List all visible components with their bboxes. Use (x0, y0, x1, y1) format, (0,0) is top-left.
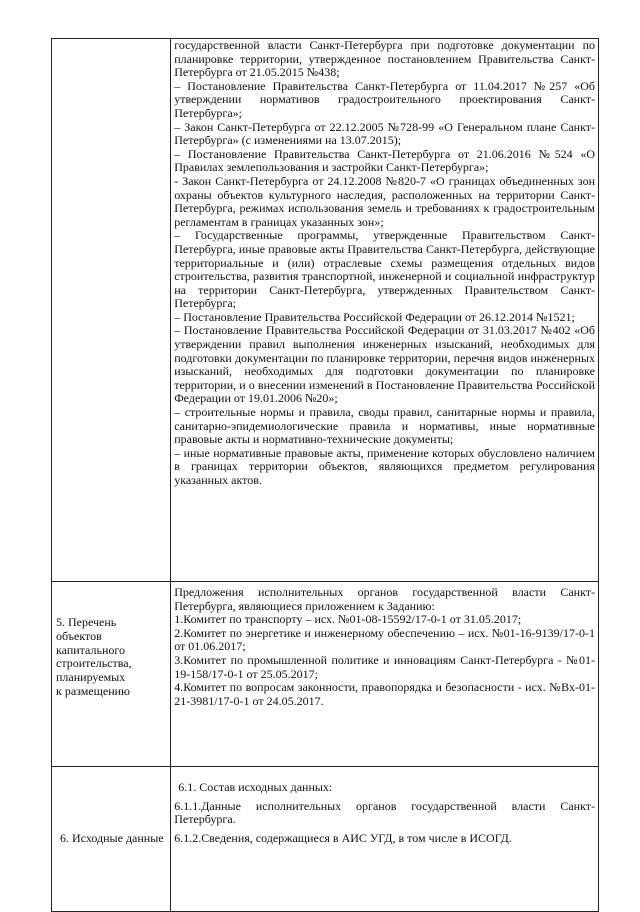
row2-paragraph: 2.Комитет по энергетике и инженерному обеспечению – исх. №01-16-9139/17-0-1 от 01.06.2017; (174, 625, 595, 654)
row2-paragraph: 1.Комитет по транспорту – исх. №01-08-15592/17-0-1 от 31.05.2017; (174, 612, 522, 627)
row2-label-line: к размещению (56, 683, 131, 698)
row2-label-line: планируемых (56, 670, 126, 685)
row3-paragraph: 6.1.2.Сведения, содержащиеся в АИС УГД, в том числе в ИСОГД. (174, 830, 512, 845)
row2-label-cell (52, 582, 171, 767)
row2-paragraph: Предложения исполнительных органов государственной власти Санкт-Петербурга, являющиеся приложением к Заданию: (174, 585, 595, 613)
row1-paragraph: – Постановление Правительства Российской Федерации от 31.03.2017 №402 «Об утверждении правил выполнения инженерных изысканий, необходимых для подготовки документации по планировке территории, перечня видов инженерных изысканий, необходимых для подготовки документации по планировке территории, и о внесении изменений в Постановление Правительства Российской Федерации от 19.01.2006 №20»; (174, 323, 595, 406)
row3-paragraph: 6.1. Состав исходных данных: (178, 780, 333, 794)
table-row (52, 39, 599, 582)
row3-label-cell (52, 767, 171, 912)
row1-paragraph: – Закон Санкт-Петербурга от 22.12.2005 №728-99 «О Генеральном плане Санкт-Петербурга» (с изменениями на 13.07.2015); (174, 119, 595, 148)
row1-paragraph: – строительные нормы и правила, своды правил, санитарные нормы и правила, санитарно-эпидемиологические правила и нормативы, иные нормативные правовые акты и нормативно-технические документы; (174, 405, 595, 447)
row2-label-line: капитального (56, 642, 125, 657)
row2-label-line: строительства, (56, 656, 132, 671)
table-row (52, 582, 599, 767)
row3-content-cell (171, 767, 599, 912)
row2-label-line: объектов (56, 628, 102, 643)
row1-paragraph: - Закон Санкт-Петербурга от 24.12.2008 №820-7 «О границах объединенных зон охраны объектов культурного наследия, расположенных на территории Санкт-Петербурга, режимах использования земель и требованиях к градостроительным регламентам в границах указанных зон»; (174, 173, 595, 229)
row1-paragraph: – Постановление Правительства Российской Федерации от 26.12.2014 №1521; (174, 309, 575, 324)
table-row (52, 767, 599, 912)
requirements-table (51, 38, 599, 912)
row1-paragraph: – Постановление Правительства Санкт-Петербурга от 11.04.2017 №257 «Об утверждении нормативов градостроительного проектирования Санкт-Петербурга»; (174, 78, 595, 120)
row1-paragraph: – иные нормативные правовые акты, применение которых обусловлено наличием в границах территории объектов, являющихся предметом регулирования указанных актов. (174, 445, 595, 487)
row3-paragraph: 6.1.1.Данные исполнительных органов государственной власти Санкт-Петербурга. (174, 798, 595, 827)
row2-content-cell (171, 582, 599, 767)
row2-paragraph: 3.Комитет по промышленной политике и инновациям Санкт-Петербурга - №01-19-158/17-0-1 от 25.05.2017; (174, 652, 595, 681)
row1-paragraph: – Постановление Правительства Санкт-Петербурга от 21.06.2016 №524 «О Правилах землепользования и застройки Санкт-Петербурга»; (174, 146, 595, 175)
row3-label: 6. Исходные данные (60, 831, 164, 846)
row1-label-cell (52, 39, 171, 582)
row1-paragraph: – Государственные программы, утвержденные Правительством Санкт-Петербурга, иные правовые акты Правительства Санкт-Петербурга, действующие территориальные и (или) отраслевые схемы размещения отдельных видов строительства, развития транспортной, инженерной и социальной инфраструктур на территории Санкт-Петербурга, утвержденных Правительством Санкт-Петербурга; (174, 228, 595, 311)
row1-content-cell (171, 39, 599, 582)
row1-paragraph: государственной власти Санкт-Петербурга при подготовке документации по планировке территории, утвержденное постановлением Правительства Санкт-Петербурга от 21.05.2015 №438; (174, 38, 595, 80)
row2-label-line: 5. Перечень (56, 615, 117, 629)
row2-paragraph: 4.Комитет по вопросам законности, правопорядка и безопасности - исх. №Вх-01-21-3981/17-0-1 от 24.05.2017. (174, 680, 595, 708)
